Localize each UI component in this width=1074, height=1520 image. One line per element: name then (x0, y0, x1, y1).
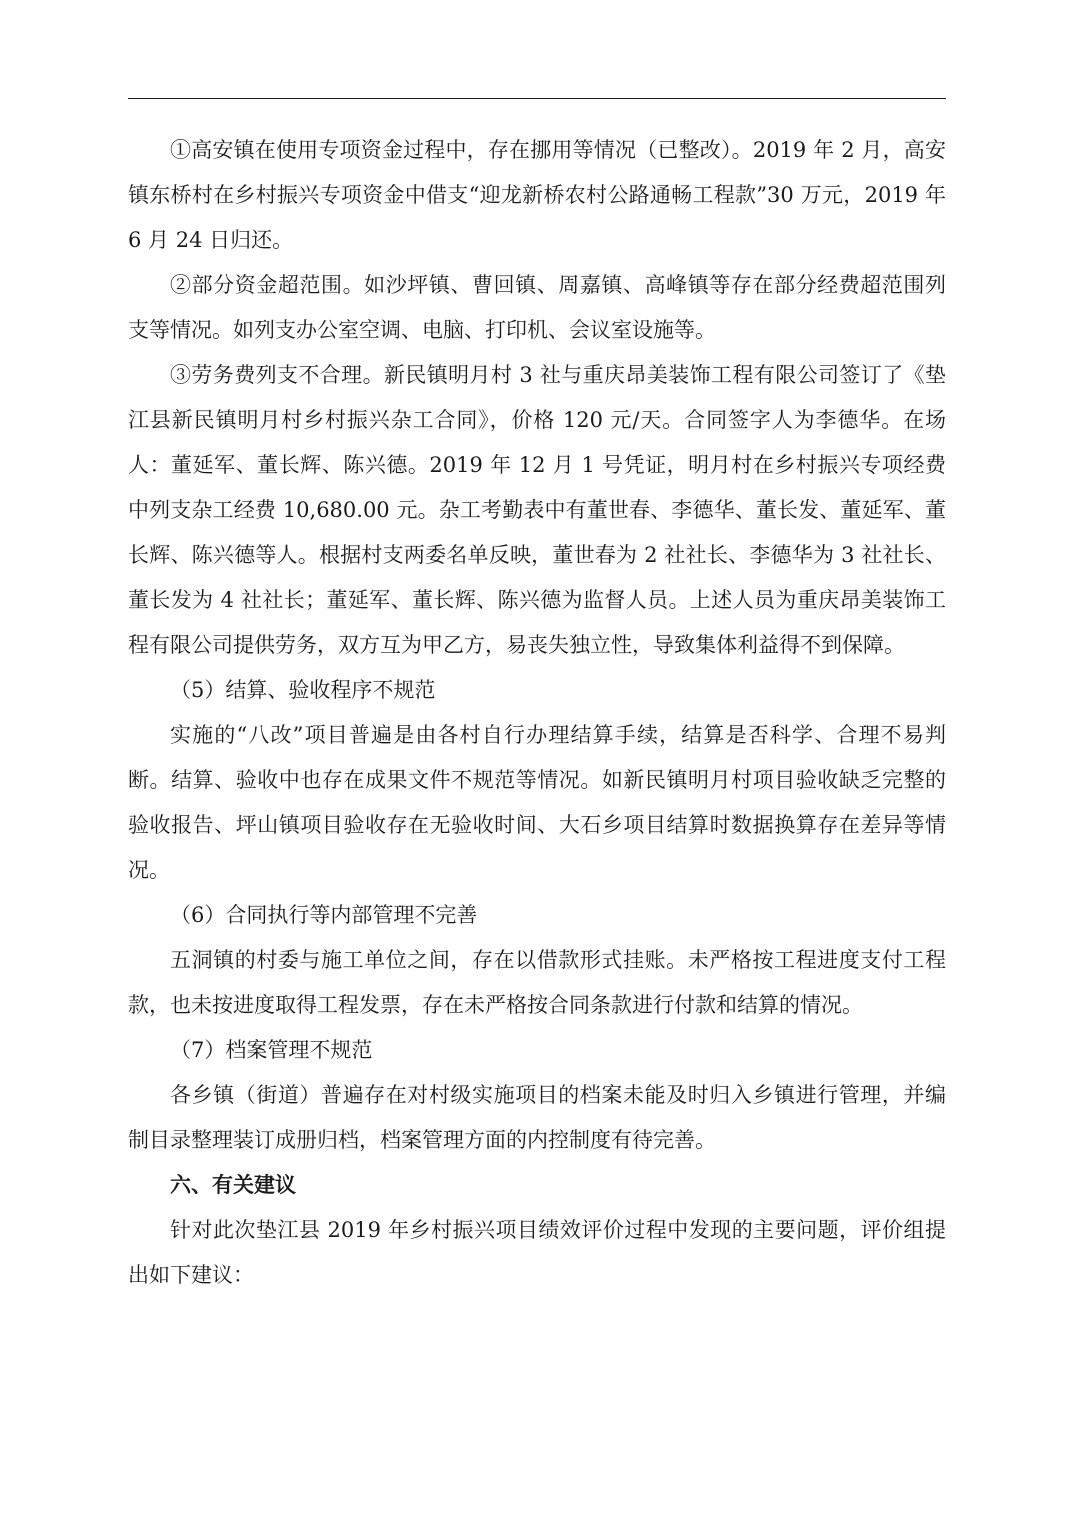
paragraph-fund-scope: ②部分资金超范围。如沙坪镇、曹回镇、周嘉镇、高峰镇等存在部分经费超范围列支等情况。如列支办公室空调、电脑、打印机、会议室设施等。 (128, 273, 946, 342)
paragraph-suggestions-intro: 针对此次垫江县 2019 年乡村振兴项目绩效评价过程中发现的主要问题，评价组提出如下建议： (128, 1218, 946, 1287)
paragraph-settlement: 实施的“八改”项目普遍是由各村自行办理结算手续，结算是否科学、合理不易判断。结算、验收中也存在成果文件不规范等情况。如新民镇明月村项目验收缺乏完整的验收报告、坪山镇项目验收存在无验收时间、大石乡项目结算时数据换算存在差异等情况。 (128, 723, 946, 882)
paragraph-fund-misuse: ①高安镇在使用专项资金过程中，存在挪用等情况（已整改）。2019 年 2 月，高安镇东桥村在乡村振兴专项资金中借支“迎龙新桥农村公路通畅工程款”30 万元，2019 年 6 月 24 日归还。 (128, 138, 946, 252)
header-rule (128, 98, 946, 99)
section-heading-suggestions: 六、有关建议 (170, 1173, 296, 1197)
document-body (128, 128, 946, 1298)
subheading-contract: （6）合同执行等内部管理不完善 (170, 903, 478, 927)
paragraph-labor-fee: ③劳务费列支不合理。新民镇明月村 3 社与重庆昂美装饰工程有限公司签订了《垫江县新民镇明月村乡村振兴杂工合同》，价格 120 元/天。合同签字人为李德华。在场人：董延军、董长辉、陈兴德。2019 年 12 月 1 号凭证，明月村在乡村振兴专项经费中列支杂工经费 10,680.00 元。杂工考勤表中有董世春、李德华、董长发、董延军、董长辉、陈兴德等人。根据村支两委名单反映，董世春为 2 社社长、李德华为 3 社社长、董长发为 4 社社长；董延军、董长辉、陈兴德为监督人员。上述人员为重庆昂美装饰工程有限公司提供劳务，双方互为甲乙方，易丧失独立性，导致集体利益得不到保障。 (128, 363, 946, 657)
subheading-archive: （7）档案管理不规范 (170, 1038, 373, 1062)
paragraph-archive: 各乡镇（街道）普遍存在对村级实施项目的档案未能及时归入乡镇进行管理，并编制目录整理装订成册归档，档案管理方面的内控制度有待完善。 (128, 1083, 946, 1152)
paragraph-contract: 五洞镇的村委与施工单位之间，存在以借款形式挂账。未严格按工程进度支付工程款，也未按进度取得工程发票，存在未严格按合同条款进行付款和结算的情况。 (128, 948, 946, 1017)
subheading-settlement: （5）结算、验收程序不规范 (170, 678, 436, 702)
